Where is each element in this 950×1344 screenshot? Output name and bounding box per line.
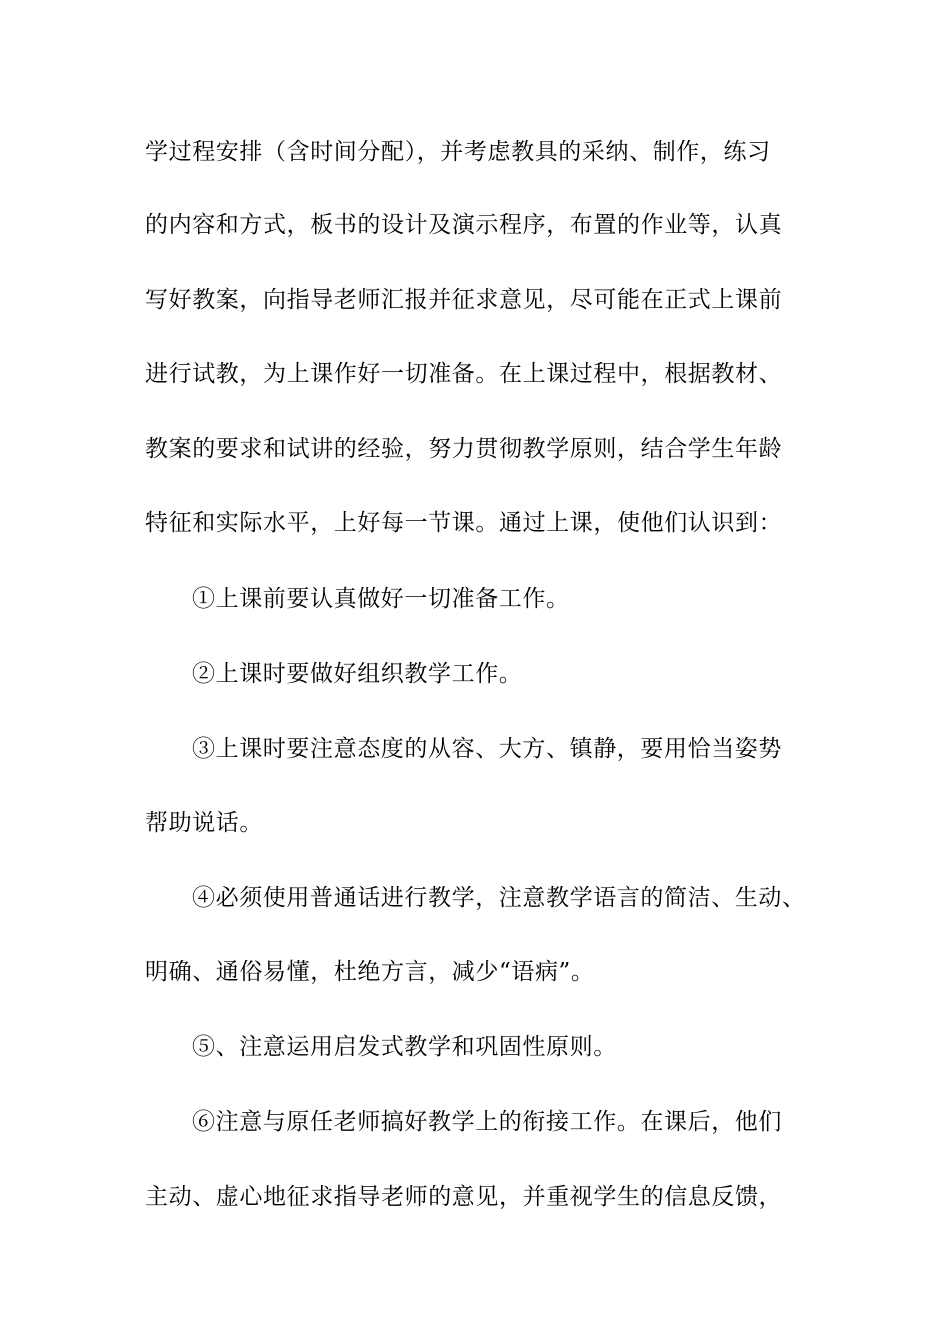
list-item: ④必须使用普通话进行教学，注意教学语言的简洁、生动、 <box>192 885 806 911</box>
text-line: 学过程安排（含时间分配），并考虑教具的采纳、制作，练习 <box>145 139 771 165</box>
text-line: 教案的要求和试讲的经验，努力贯彻教学原则，结合学生年龄 <box>145 436 783 462</box>
list-item: ⑤、注意运用启发式教学和巩固性原则。 <box>192 1034 617 1060</box>
text-line: 进行试教，为上课作好一切准备。在上课过程中，根据教材、 <box>145 361 783 387</box>
text-line: 主动、虚心地征求指导老师的意见，并重视学生的信息反馈， <box>145 1184 783 1210</box>
text-line: 明确、通俗易懂，杜绝方言，减少“语病”。 <box>145 959 595 985</box>
list-item: ③上课时要注意态度的从容、大方、镇静，要用恰当姿势 <box>192 736 782 762</box>
text-line: 写好教案，向指导老师汇报并征求意见，尽可能在正式上课前 <box>145 287 783 313</box>
text-line: 帮助说话。 <box>145 810 263 836</box>
text-line: 特征和实际水平，上好每一节课。通过上课，使他们认识到： <box>145 510 783 536</box>
list-item: ⑥注意与原任老师搞好教学上的衔接工作。在课后，他们 <box>192 1109 782 1135</box>
text-line: 的内容和方式，板书的设计及演示程序，布置的作业等，认真 <box>145 212 783 238</box>
list-item: ①上课前要认真做好一切准备工作。 <box>192 586 570 612</box>
list-item: ②上课时要做好组织教学工作。 <box>192 661 523 687</box>
